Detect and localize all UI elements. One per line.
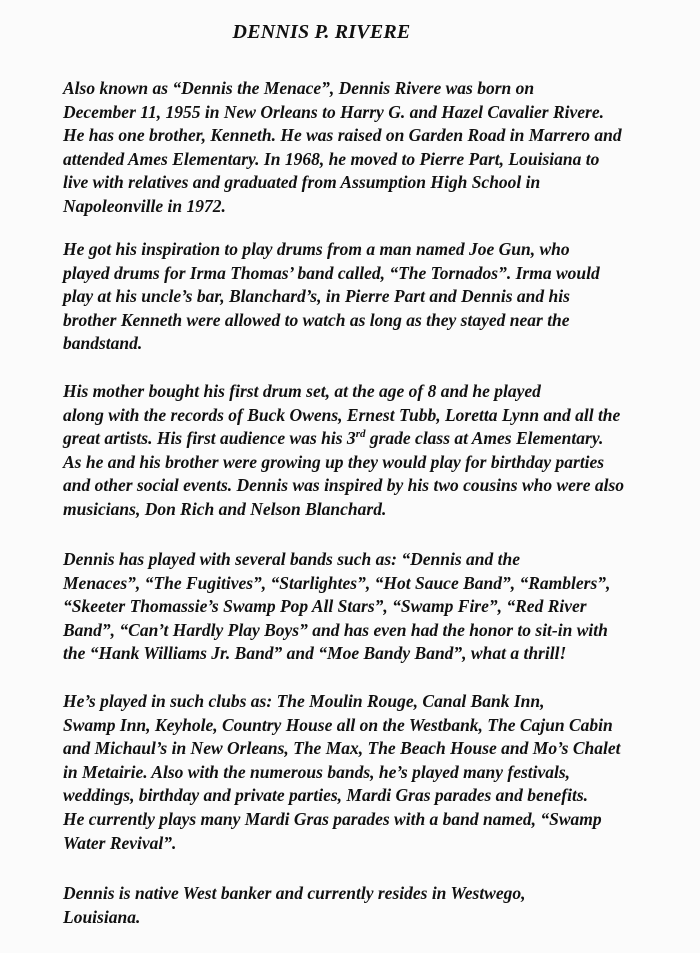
document-title: DENNIS P. RIVERE [232, 21, 411, 43]
text-line: He’s played in such clubs as: The Moulin Rouge, Canal Bank Inn, [63, 691, 545, 711]
text-line: “Skeeter Thomassie’s Swamp Pop All Stars”, “Swamp Fire”, “Red River [63, 596, 587, 617]
text-line: along with the records of Buck Owens, Ernest Tubb, Loretta Lynn and all the [63, 404, 621, 425]
text-line [10, 427, 682, 451]
paragraph-bands [10, 548, 682, 666]
paragraph-inspiration [10, 238, 682, 356]
text-line: He got his inspiration to play drums from a man named Joe Gun, who [63, 239, 570, 259]
text-line: in Metairie. Also with the numerous bands, he’s played many festivals, [63, 761, 571, 782]
paragraph-birth [10, 77, 682, 219]
text-line: musicians, Don Rich and Nelson Blanchard. [63, 498, 387, 519]
text-line: He has one brother, Kenneth. He was raised on Garden Road in Marrero and [63, 125, 622, 146]
text-line: Water Revival”. [63, 832, 177, 853]
paragraph-first-drum-set [10, 380, 682, 522]
text-line: Napoleonville in 1972. [63, 195, 226, 216]
text-line: His mother bought his first drum set, at the age of 8 and he played [63, 381, 541, 401]
text-line: the “Hank Williams Jr. Band” and “Moe Bandy Band”, what a thrill! [63, 643, 567, 664]
text-line-end: grade class at Ames Elementary. [365, 428, 604, 449]
paragraph-clubs [10, 690, 682, 855]
text-line: Dennis is native West banker and currently resides in Westwego, [63, 883, 526, 903]
text-line: and other social events. Dennis was inspired by his two cousins who were also [63, 475, 625, 496]
text-line: live with relatives and graduated from Assumption High School in [63, 172, 541, 193]
text-line: attended Ames Elementary. In 1968, he moved to Pierre Part, Louisiana to [63, 148, 600, 169]
text-line: Band”, “Can’t Hardly Play Boys” and has even had the honor to sit-in with [63, 619, 608, 640]
text-line: brother Kenneth were allowed to watch as long as they stayed near the [63, 309, 570, 330]
text-line-start: great artists. His first audience was his 3 [63, 428, 356, 449]
ordinal-suffix: rd [355, 428, 366, 441]
text-line: He currently plays many Mardi Gras parades with a band named, “Swamp [63, 808, 602, 829]
text-line: Dennis has played with several bands such as: “Dennis and the [63, 549, 521, 569]
paragraph-residence [10, 882, 682, 929]
text-line: play at his uncle’s bar, Blanchard’s, in Pierre Part and Dennis and his [63, 286, 570, 307]
text-line: bandstand. [63, 333, 143, 354]
text-line: Louisiana. [63, 906, 141, 927]
text-line: weddings, birthday and private parties, Mardi Gras parades and benefits. [63, 785, 589, 806]
text-line: December 11, 1955 in New Orleans to Harry G. and Hazel Cavalier Rivere. [63, 101, 605, 122]
text-line: played drums for Irma Thomas’ band called, “The Tornados”. Irma would [63, 262, 600, 283]
text-line: Also known as “Dennis the Menace”, Dennis Rivere was born on [63, 78, 535, 98]
text-line: and Michaul’s in New Orleans, The Max, The Beach House and Mo’s Chalet [63, 738, 621, 759]
text-line: Menaces”, “The Fugitives”, “Starlightes”, “Hot Sauce Band”, “Ramblers”, [63, 572, 611, 593]
text-line: Swamp Inn, Keyhole, Country House all on the Westbank, The Cajun Cabin [63, 714, 613, 735]
text-line: As he and his brother were growing up they would play for birthday parties [63, 451, 605, 472]
